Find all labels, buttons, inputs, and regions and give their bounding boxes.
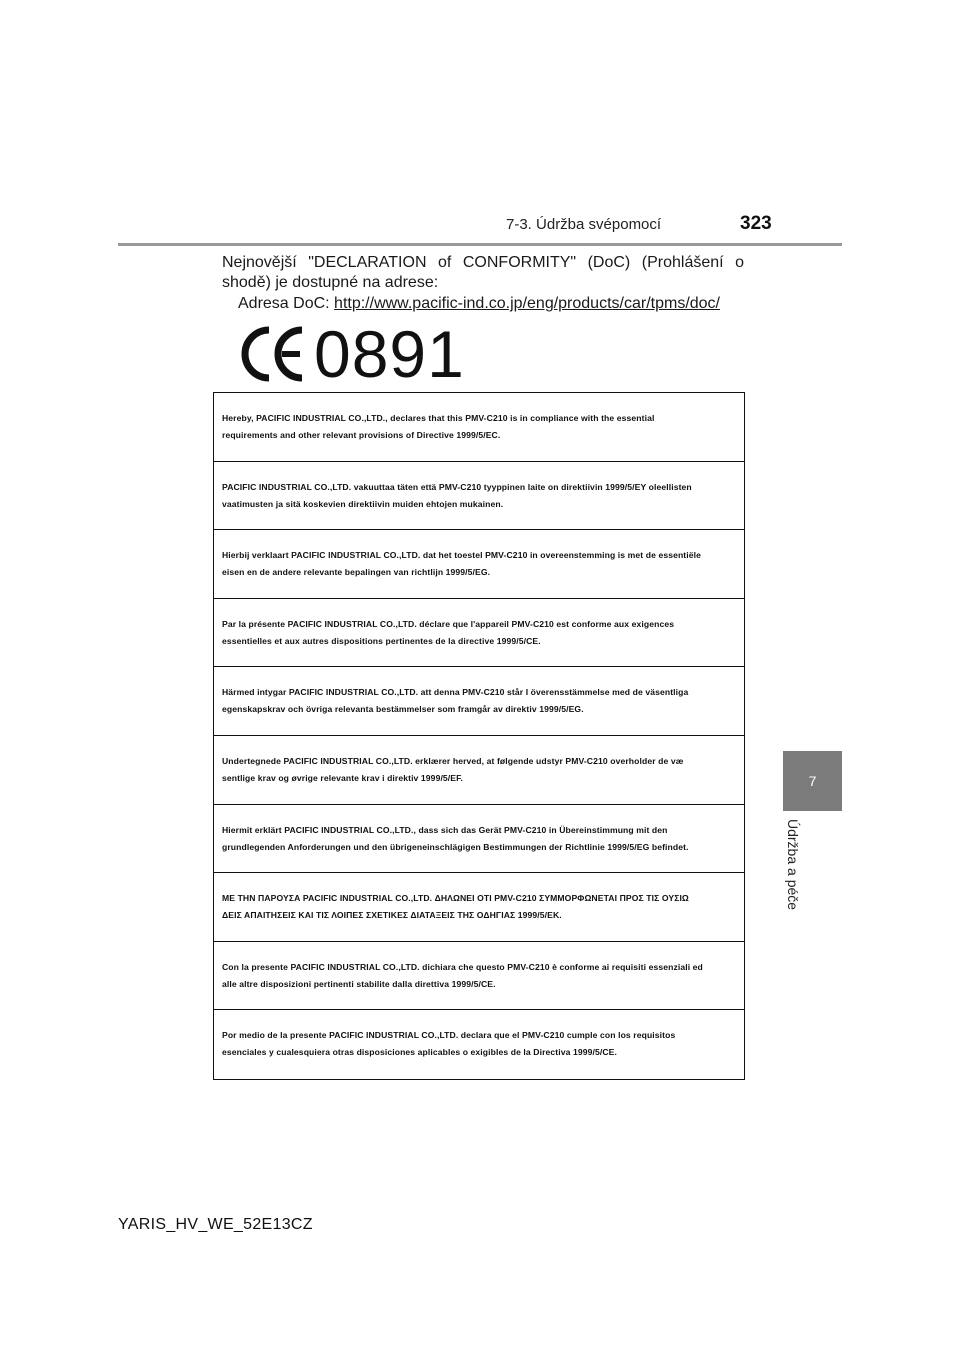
chapter-side-label: Údržba a péče xyxy=(785,819,801,911)
doc-address-label: Adresa DoC: xyxy=(238,295,335,312)
declaration-row-it: Con la presente PACIFIC INDUSTRIAL CO.,LTD. dichiara che questo PMV-C210 è conforme ai requisiti essenziali ed alle altre disposizioni pertinenti stabilite dalla direttiva 1999/5/CE. xyxy=(214,942,744,1011)
declaration-row-fi: PACIFIC INDUSTRIAL CO.,LTD. vakuuttaa täten että PMV-C210 tyyppinen laite on direktiivin 1999/5/EY oleellisten vaatimusten ja sitä koskevien direktiivin muiden ehtojen mukainen. xyxy=(214,462,744,531)
header-divider xyxy=(118,243,842,246)
page-number: 323 xyxy=(740,213,772,234)
declaration-row-en: Hereby, PACIFIC INDUSTRIAL CO.,LTD., declares that this PMV-C210 is in compliance with the essential requirements and other relevant provisions of Directive 1999/5/EC. xyxy=(214,393,744,462)
declaration-row-nl: Hierbij verklaart PACIFIC INDUSTRIAL CO.,LTD. dat het toestel PMV-C210 in overeenstemming is met de essentiële eisen en de andere relevante bepalingen van richtlijn 1999/5/EG. xyxy=(214,530,744,599)
document-code: YARIS_HV_WE_52E13CZ xyxy=(118,1216,313,1233)
doc-address-link[interactable]: http://www.pacific-ind.co.jp/eng/products/car/tpms/doc/ xyxy=(334,295,720,312)
declaration-row-el: ΜΕ ΤΗΝ ΠΑΡΟΥΣΑ PACIFIC INDUSTRIAL CO.,LTD. ΔΗΛΩΝΕΙ ΟΤΙ PMV-C210 ΣΥΜΜΟΡΦΩΝΕΤΑΙ ΠΡΟΣ ΤΙΣ ΟΥΣΙΩ ΔΕΙΣ ΑΠΑΙΤΗΣΕΙΣ ΚΑΙ ΤΙΣ ΛΟΙΠΕΣ ΣΧΕΤΙΚΕΣ ΔΙΑΤΑΞΕΙΣ ΤΗΣ ΟΔΗΓΙΑΣ 1999/5/ΕΚ. xyxy=(214,873,744,942)
declaration-row-es: Por medio de la presente PACIFIC INDUSTRIAL CO.,LTD. declara que el PMV-C210 cumple con los requisitos esenciales y cualesquiera otras disposiciones aplicables o exigibles de la Directiva 1999/5/CE. xyxy=(222,1030,676,1058)
declaration-row-da: Undertegnede PACIFIC INDUSTRIAL CO.,LTD. erklærer herved, at følgende udstyr PMV-C210 overholder de væ sentlige krav og øvrige relevante krav i direktiv 1999/5/EF. xyxy=(214,736,744,805)
declaration-row-sv: Härmed intygar PACIFIC INDUSTRIAL CO.,LTD. att denna PMV-C210 står I överensstämmelse med de väsentliga egenskapskrav och övriga relevanta bestämmelser som framgår av direktiv 1999/5/EG. xyxy=(214,667,744,736)
ce-logo-icon xyxy=(240,326,306,382)
chapter-tab-number: 7 xyxy=(808,773,817,789)
doc-address xyxy=(238,295,720,313)
declaration-row-fr: Par la présente PACIFIC INDUSTRIAL CO.,LTD. déclare que l'appareil PMV-C210 est conforme aux exigences essentielles et aux autres dispositions pertinentes de la directive 1999/5/CE. xyxy=(214,599,744,668)
declaration-table xyxy=(213,392,745,1080)
ce-notified-body-number: 0891 xyxy=(314,317,465,391)
chapter-tab[interactable] xyxy=(783,751,842,811)
declaration-row-de: Hiermit erklärt PACIFIC INDUSTRIAL CO.,LTD., dass sich das Gerät PMV-C210 in Übereinstimmung mit den grundlegenden Anforderungen und den übrigeneinschlägigen Bestimmungen der Richtlinie 1999/5/EG befindet. xyxy=(214,805,744,874)
section-title: 7-3. Údržba svépomocí xyxy=(506,216,662,233)
intro-paragraph: Nejnovější "DECLARATION of CONFORMITY" (DoC) (Prohlášení o shodě) je dostupné na adrese: xyxy=(222,254,744,291)
ce-mark xyxy=(240,317,465,391)
